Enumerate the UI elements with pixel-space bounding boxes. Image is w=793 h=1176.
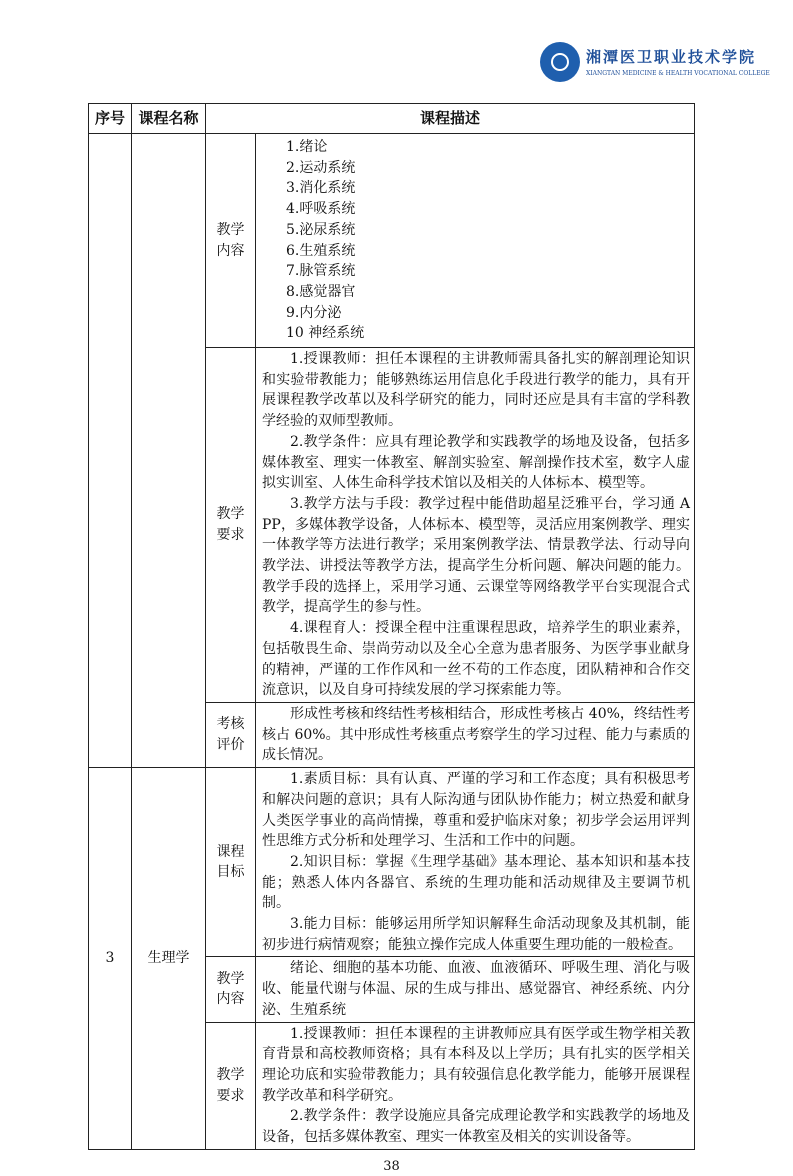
requirement-label: 教学要求 <box>206 1022 256 1149</box>
page-number: 38 <box>383 1158 400 1174</box>
list-item: 4.呼吸系统 <box>286 201 356 218</box>
paragraph: 2.教学条件：应具有理论教学和实践教学的场地及设备，包括多媒体教室、理实一体教室、解剖实验室、解剖操作技术室，数字人虚拟实训室、人体生命科学技术馆以及相关的人体标本、模型等。 <box>262 433 690 492</box>
list-item: 2.运动系统 <box>286 159 356 176</box>
goal-text <box>256 768 695 957</box>
list-item: 7.脉管系统 <box>286 263 356 280</box>
list-item: 6.生殖系统 <box>286 242 356 259</box>
paragraph: 2.知识目标：掌握《生理学基础》基本理论、基本知识和基本技能；熟悉人体内各器官、系统的生理功能和活动规律及主要调节机制。 <box>262 853 690 912</box>
course-table <box>88 103 695 1150</box>
paragraph: 3.教学方法与手段：教学过程中能借助超星泛雅平台，学习通 APP，多媒体教学设备，人体标本、模型等，灵活应用案例教学、理实一体教学等方法进行教学；采用案例教学法、情景教学法、行动导向教学法、讲授法等教学方法，提高学生分析问题、解决问题的能力。教学手段的选择上，采用学习通、云课堂等网络教学平台实现混合式教学，提高学生的参与性。 <box>262 495 690 616</box>
college-seal-icon <box>540 42 580 82</box>
evaluation-text <box>256 702 695 767</box>
course-name: 生理学 <box>132 768 206 1150</box>
goal-label: 课程目标 <box>206 768 256 957</box>
paragraph: 3.能力目标：能够运用所学知识解释生命活动现象及其机制，能初步进行病情观察；能独立操作完成人体重要生理功能的一般检查。 <box>262 916 690 953</box>
header-course-name: 课程名称 <box>132 104 206 134</box>
content-label: 教学内容 <box>206 134 256 348</box>
list-item: 8.感觉器官 <box>286 283 356 300</box>
paragraph: 形成性考核和终结性考核相结合，形成性考核占 40%，终结性考核占 60%。其中形成性考核重点考察学生的学习过程、能力与素质的成长情况。 <box>262 705 690 764</box>
page-body <box>88 103 695 1176</box>
paragraph: 1.授课教师：担任本课程的主讲教师需具备扎实的解剖理论知识和实验带教能力；能够熟练运用信息化手段进行教学的能力，具有开展课程教学改革以及科学研究的能力，同时还应是具有丰富的学科教学经验的双师型教师。 <box>262 351 690 430</box>
paragraph: 1.素质目标：具有认真、严谨的学习和工作态度；具有积极思考和解决问题的意识；具有人际沟通与团队协作能力；树立热爱和献身人类医学事业的高尚情操，尊重和爱护临床对象；初步学会运用评判性思维方式分析和处理学习、生活和工作中的问题。 <box>262 771 690 850</box>
list-item: 5.泌尿系统 <box>286 221 356 238</box>
table-header-row <box>89 104 695 134</box>
course-no: 3 <box>89 768 132 1150</box>
requirement-label: 教学要求 <box>206 348 256 703</box>
content-label: 教学内容 <box>206 957 256 1022</box>
table-row <box>89 768 695 957</box>
prev-name-cell <box>132 134 206 768</box>
content-list <box>256 134 695 348</box>
header-description: 课程描述 <box>206 104 695 134</box>
list-item: 1.绪论 <box>286 139 328 155</box>
logo-english-name: XIANGTAN MEDICINE & HEALTH VOCATIONAL COLLEGE <box>586 69 770 77</box>
logo-chinese-name: 湘潭医卫职业技术学院 <box>586 47 757 66</box>
requirement-text <box>256 348 695 703</box>
header-no: 序号 <box>89 104 132 134</box>
evaluation-label: 考核评价 <box>206 702 256 767</box>
content-text <box>256 957 695 1022</box>
paragraph: 4.课程育人：授课全程中注重课程思政，培养学生的职业素养，包括敬畏生命、崇尚劳动以及全心全意为患者服务、为医学事业献身的精神，严谨的工作作风和一丝不苟的工作态度，团队精神和合作交流意识，以及自身可持续发展的学习探索能力等。 <box>262 620 690 699</box>
college-logo <box>540 42 770 82</box>
list-item: 3.消化系统 <box>286 180 356 197</box>
list-item: 9.内分泌 <box>286 304 342 321</box>
list-item: 10 神经系统 <box>286 325 365 342</box>
table-row <box>89 134 695 348</box>
requirement-text <box>256 1022 695 1149</box>
prev-no-cell <box>89 134 132 768</box>
paragraph: 1.授课教师：担任本课程的主讲教师应具有医学或生物学相关教育背景和高校教师资格；具有本科及以上学历；具有扎实的医学相关理论功底和实验带教能力；具有较强信息化教学能力，能够开展课程教学改革和科学研究。 <box>262 1025 690 1104</box>
paragraph: 绪论、细胞的基本功能、血液、血液循环、呼吸生理、消化与吸收、能量代谢与体温、尿的生成与排出、感觉器官、神经系统、内分泌、生殖系统 <box>262 960 690 1018</box>
paragraph: 2.教学条件：教学设施应具备完成理论教学和实践教学的场地及设备，包括多媒体教室、理实一体教室及相关的实训设备等。 <box>262 1108 690 1146</box>
